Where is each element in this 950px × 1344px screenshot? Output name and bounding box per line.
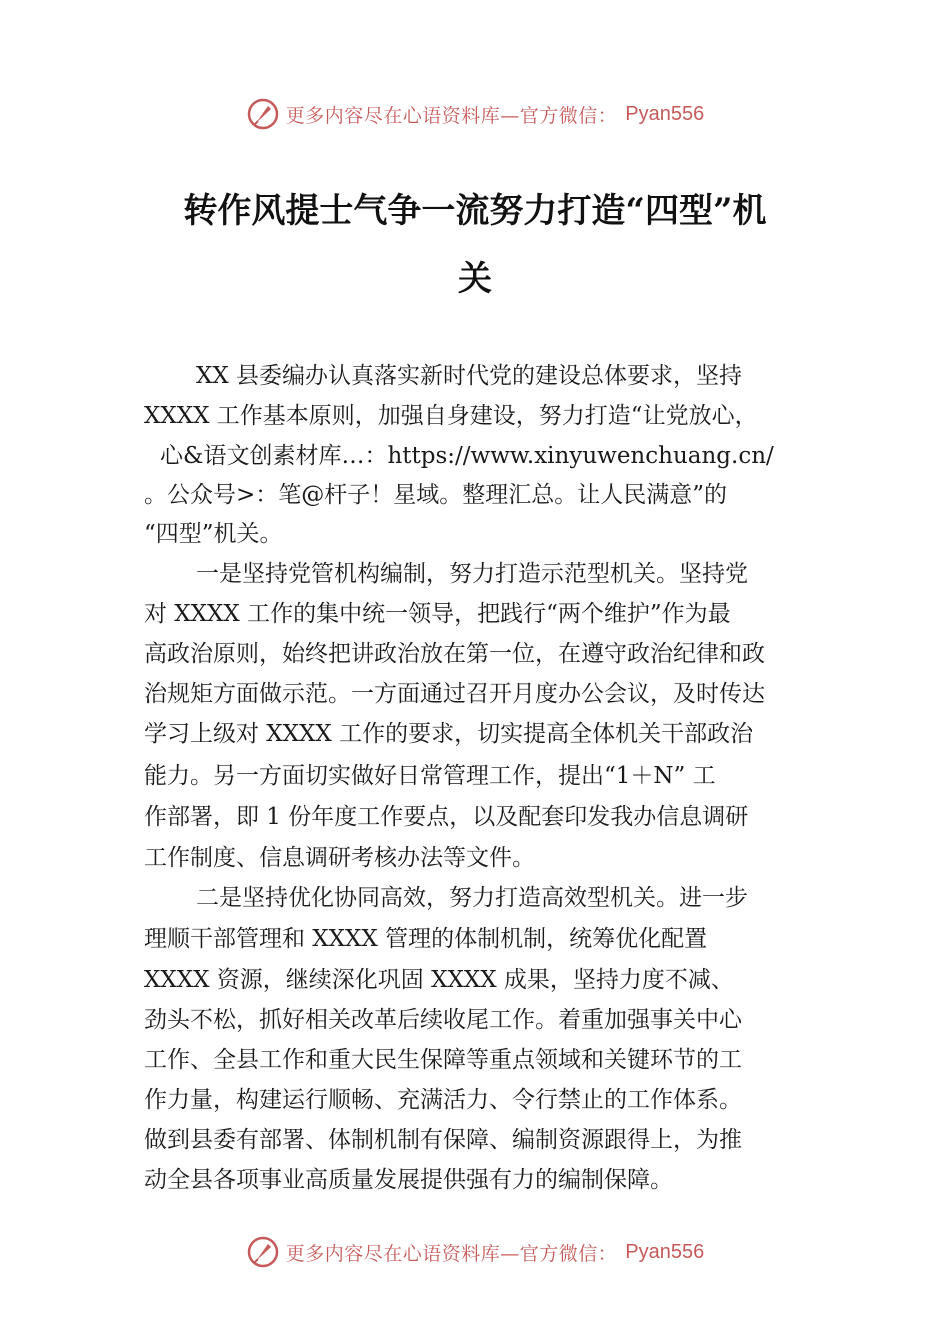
body-line: 对 XXXX 工作的集中统一领导，把践行“两个维护”作为最 (144, 601, 731, 627)
body-line: “四型”机关。 (144, 521, 283, 547)
banner-text: 更多内容尽在心语资料库—官方微信： (285, 1242, 618, 1265)
wechat-handle: Pyan556 (625, 102, 705, 125)
document-title-line-1: 转作风提士气争一流努力打造“四型”机 (183, 191, 767, 231)
wechat-handle: Pyan556 (625, 1240, 705, 1263)
body-line: XXXX 资源，继续深化巩固 XXXX 成果，坚持力度不减、 (144, 967, 734, 993)
body-line: 学习上级对 XXXX 工作的要求，切实提高全体机关干部政治 (144, 721, 754, 747)
body-line: 治规矩方面做示范。一方面通过召开月度办公会议，及时传达 (144, 681, 765, 707)
body-line: 作力量，构建运行顺畅、充满活力、令行禁止的工作体系。 (144, 1087, 742, 1113)
header-banner (0, 94, 950, 134)
body-line: 。公众号>：笔@杆子！星域。整理汇总。让人民满意”的 (144, 482, 728, 508)
document-title-line-2: 关 (458, 259, 492, 299)
body-line: 高政治原则，始终把讲政治放在第一位，在遵守政治纪律和政 (144, 641, 765, 667)
body-line: 理顺干部管理和 XXXX 管理的体制机制，统筹优化配置 (144, 926, 708, 952)
body-line: 动全县各项事业高质量发展提供强有力的编制保障。 (144, 1167, 673, 1193)
body-line: 工作制度、信息调研考核办法等文件。 (144, 845, 535, 871)
body-line: 能力。另一方面切实做好日常管理工作，提出“1＋N” 工 (144, 763, 716, 789)
body-line: 劲头不松，抓好相关改革后续收尾工作。着重加强事关中心 (144, 1007, 742, 1033)
body-line: 一是坚持党管机构编制，努力打造示范型机关。坚持党 (196, 561, 748, 587)
banner-text: 更多内容尽在心语资料库—官方微信： (285, 104, 618, 127)
footer-banner (0, 1232, 950, 1272)
body-line: 心&语文创素材库…：https://www.xinyuwenchuang.cn/ (160, 443, 774, 469)
body-line: 做到县委有部署、体制机制有保障、编制资源跟得上，为推 (144, 1127, 742, 1153)
body-line: 工作、全县工作和重大民生保障等重点领域和关键环节的工 (144, 1047, 742, 1073)
body-line: XXXX 工作基本原则，加强自身建设，努力打造“让党放心， (144, 403, 758, 429)
quill-logo-icon (246, 97, 280, 131)
body-line: 二是坚持优化协同高效，努力打造高效型机关。进一步 (196, 885, 748, 911)
quill-logo-icon (246, 1235, 280, 1269)
body-line: XX 县委编办认真落实新时代党的建设总体要求，坚持 (196, 363, 743, 389)
body-line: 作部署，即 1 份年度工作要点，以及配套印发我办信息调研 (144, 804, 749, 830)
